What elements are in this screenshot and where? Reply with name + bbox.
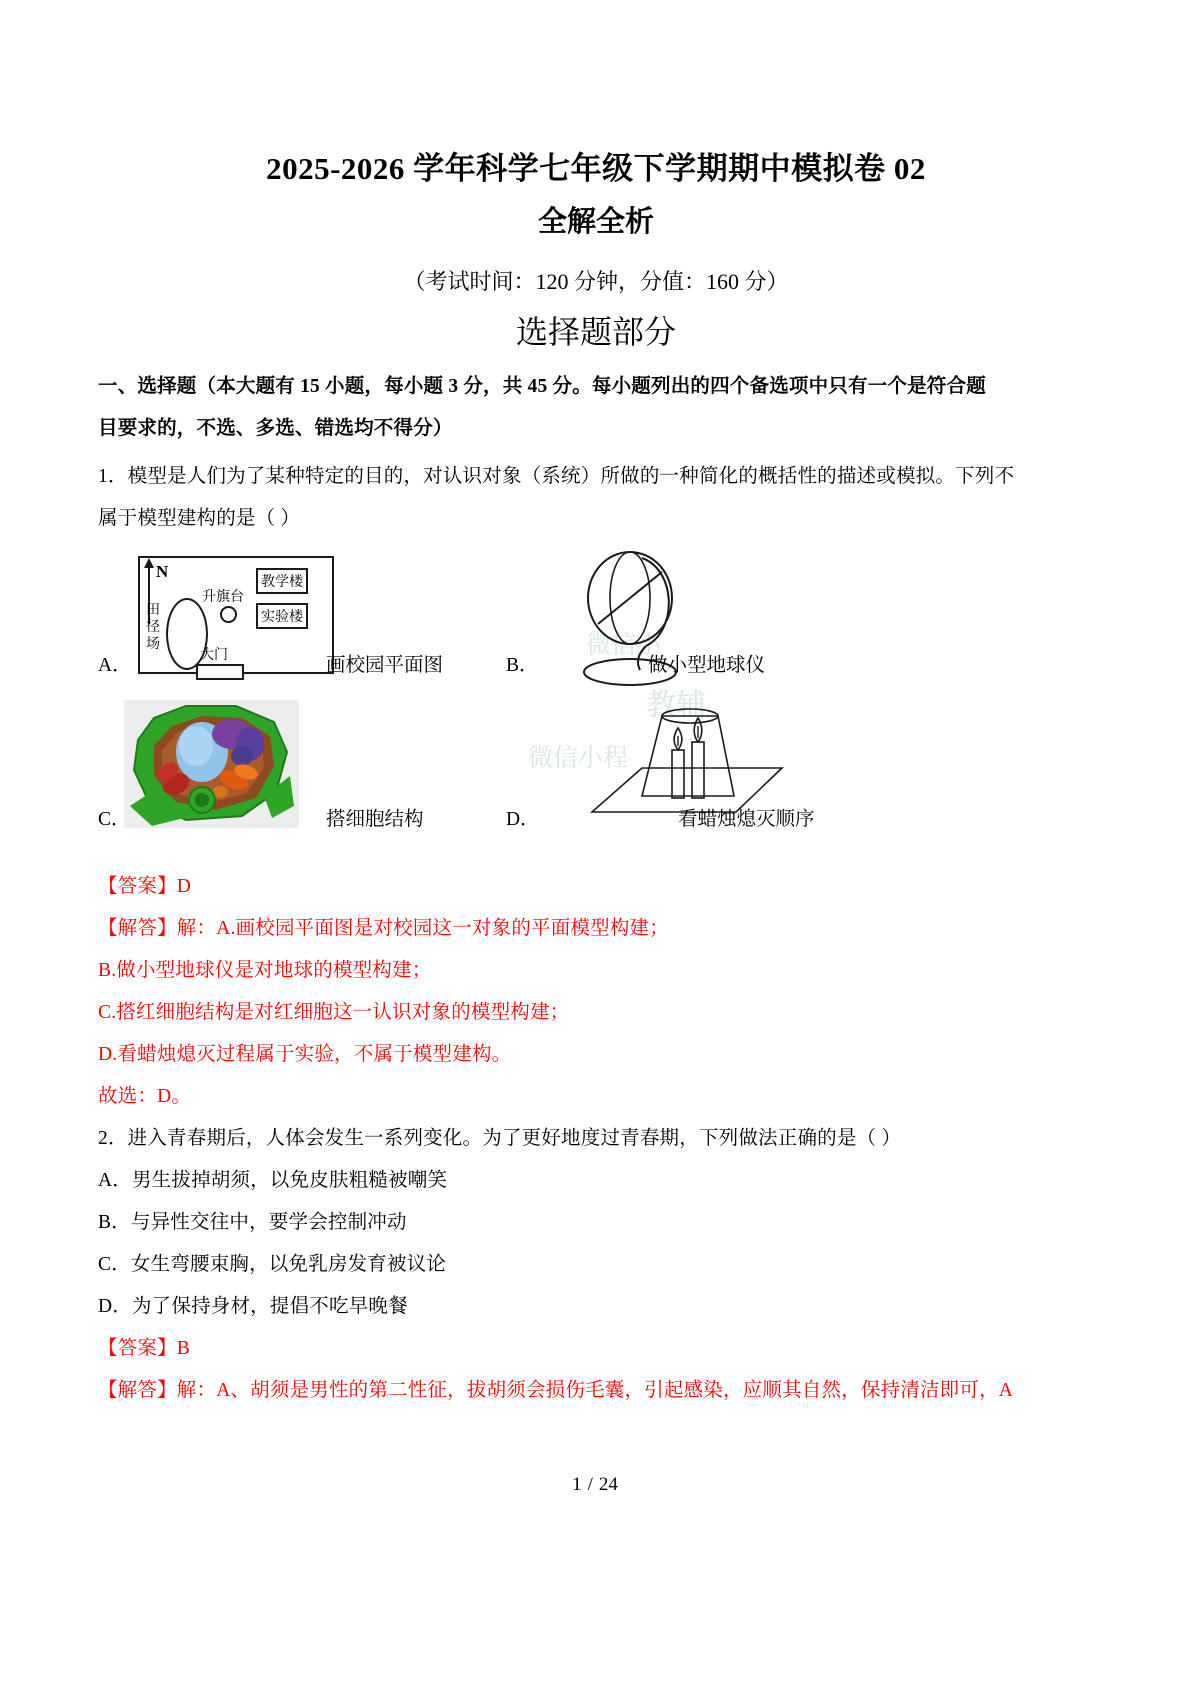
north-arrow-head [144, 558, 154, 568]
watermark-text: 微信小 [586, 631, 662, 659]
flag-platform-circle [220, 606, 237, 623]
north-label: N [156, 561, 169, 581]
gate-label: 大门 [200, 647, 228, 663]
campus-plan-figure [138, 556, 334, 674]
question-1-stem-line-2: 属于模型建构的是（ ） [98, 507, 301, 529]
question-2-option-d: D．为了保持身材，提倡不吃早晚餐 [98, 1295, 408, 1317]
exam-meta: （考试时间：120 分钟，分值：160 分） [403, 268, 789, 294]
question-2-stem: 2．进入青春期后，人体会发生一系列变化。为了更好地度过青春期，下列做法正确的是（ ） [98, 1127, 902, 1149]
question-1-conclusion: 故选：D。 [98, 1085, 192, 1107]
watermark-text: 教辅 [646, 689, 706, 722]
option-a-caption: 画校园平面图 [326, 654, 444, 676]
section-instruction-line-2: 目要求的，不选、多选、错选均不得分） [98, 417, 453, 439]
page-title: 2025-2026 学年科学七年级下学期期中模拟卷 02 [266, 151, 926, 186]
option-a-label: A． [98, 654, 132, 676]
watermark-text: 微信小程 [528, 744, 629, 772]
option-b-label: B． [506, 654, 539, 676]
question-2-option-b: B．与异性交往中，要学会控制冲动 [98, 1211, 407, 1233]
flag-platform-label: 升旗台 [202, 589, 244, 605]
option-c-label: C． [98, 808, 131, 830]
question-2-explanation: 【解答】解：A、胡须是男性的第二性征，拔胡须会损伤毛囊，引起感染，应顺其自然，保持清洁即可，A [98, 1379, 1014, 1401]
question-1-explanation-line-4: D.看蜡烛熄灭过程属于实验，不属于模型建构。 [98, 1043, 512, 1065]
cell-model-figure [124, 700, 299, 828]
question-1-explanation-line-3: C.搭红细胞结构是对红细胞这一认识对象的模型构建； [98, 1001, 570, 1023]
footer-total-pages: 24 [598, 1474, 618, 1495]
page-subtitle: 全解全析 [537, 205, 654, 238]
question-1-options-row-ab [98, 556, 1094, 696]
section-heading: 选择题部分 [515, 314, 676, 351]
question-1-explanation-line-2: B.做小型地球仪是对地球的模型构建； [98, 959, 432, 981]
question-1-answer: 【答案】D [98, 875, 192, 897]
page-footer [0, 1474, 1190, 1496]
page-content [98, 0, 1094, 1683]
option-c-caption: 搭细胞结构 [326, 808, 424, 830]
track-field-label: 田径场 [146, 602, 160, 652]
question-1-stem-line-1: 1．模型是人们为了某种特定的目的，对认识对象（系统）所做的一种简化的概括性的描述或模拟。下列不 [98, 465, 1015, 487]
question-2-option-a: A．男生拔掉胡须，以免皮肤粗糙被嘲笑 [98, 1169, 448, 1191]
question-1-explanation-line-1: 【解答】解：A.画校园平面图是对校园这一对象的平面模型构建； [98, 917, 669, 939]
option-d-label: D． [506, 808, 540, 830]
section-instruction-line-1: 一、选择题（本大题有 15 小题，每小题 3 分，共 45 分。每小题列出的四个备选项中只有一个是符合题 [98, 375, 986, 397]
option-d-caption: 看蜡烛熄灭顺序 [678, 808, 815, 830]
teaching-building-label: 教学楼 [256, 568, 308, 594]
footer-page-number: 1 [572, 1474, 582, 1495]
footer-separator: / [587, 1474, 593, 1495]
question-1-options-row-cd [98, 700, 1094, 860]
lab-building-label: 实验楼 [256, 603, 308, 629]
gate-box [196, 664, 244, 680]
option-b-caption: 做小型地球仪 [648, 654, 766, 676]
question-2-option-c: C．女生弯腰束胸，以免乳房发育被议论 [98, 1253, 447, 1275]
question-2-answer: 【答案】B [98, 1337, 191, 1359]
